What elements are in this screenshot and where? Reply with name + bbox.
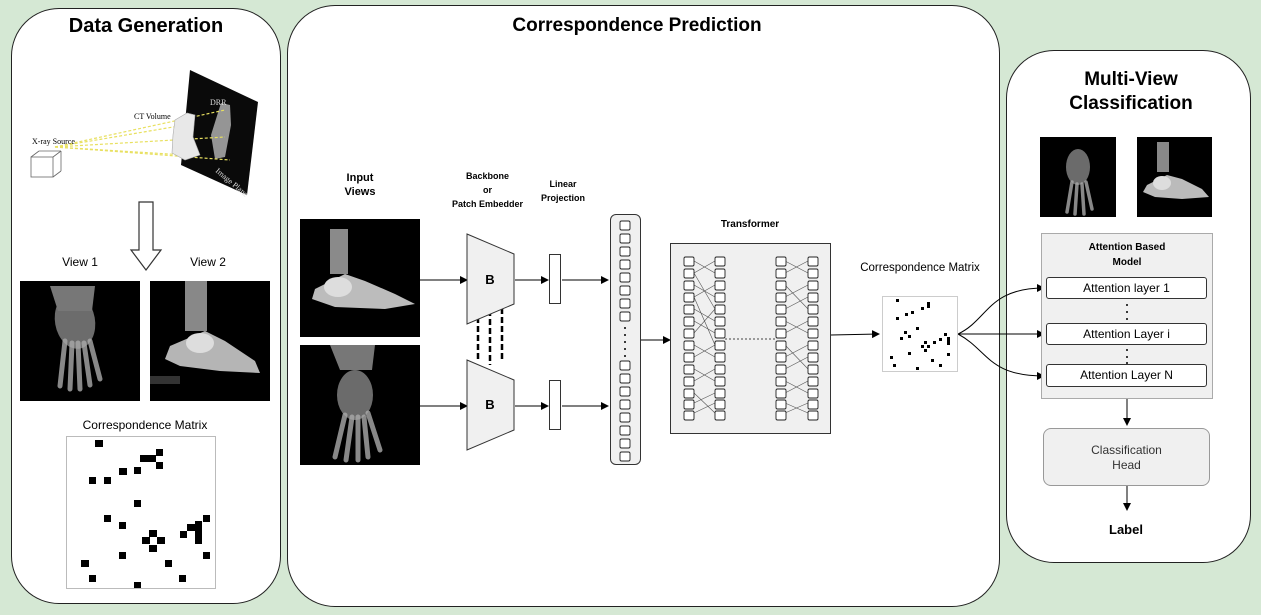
transformer-label: Transformer bbox=[720, 219, 780, 230]
small-matrix-cells bbox=[883, 297, 957, 371]
input-views-label-2: Views bbox=[344, 186, 376, 198]
correspondence-prediction-title: Correspondence Prediction bbox=[512, 15, 762, 36]
xray-source-label: X-ray Source bbox=[32, 137, 75, 146]
transformer-network bbox=[670, 243, 831, 434]
matrix-to-attention-arrows bbox=[958, 280, 1048, 390]
drr-label: DRR bbox=[210, 98, 227, 107]
classification-head-label-1: Classification bbox=[1091, 443, 1162, 457]
view1-xray-image bbox=[20, 281, 140, 401]
corr-matrix-label-left: Correspondence Matrix bbox=[82, 418, 208, 432]
attention-layer-1-label: Attention layer 1 bbox=[1083, 281, 1170, 295]
data-generation-title: Data Generation bbox=[68, 15, 224, 37]
linear-projection-bar-top bbox=[549, 254, 561, 304]
corr-matrix-label-middle: Correspondence Matrix bbox=[860, 262, 980, 274]
attention-layer-n-label: Attention Layer N bbox=[1080, 368, 1173, 382]
attention-layer-i-label: Attention Layer i bbox=[1083, 327, 1170, 341]
classification-head-label-2: Head bbox=[1112, 458, 1141, 472]
classification-head bbox=[1043, 428, 1210, 486]
attention-layer-n bbox=[1046, 364, 1207, 387]
token-boxes bbox=[610, 214, 641, 465]
layer-ellipsis-2 bbox=[1124, 346, 1130, 366]
correspondence-matrix-large bbox=[66, 436, 216, 589]
head-to-label-arrow bbox=[1121, 486, 1133, 514]
multi-view-title-2: Classification bbox=[1069, 93, 1193, 114]
view2-label: View 2 bbox=[190, 255, 226, 269]
ct-volume-label: CT Volume bbox=[134, 112, 171, 121]
mv-lateral-image bbox=[1137, 137, 1212, 217]
transformer-to-matrix-arrow bbox=[831, 328, 883, 342]
layer-ellipsis-1 bbox=[1124, 301, 1130, 323]
model-to-head-arrow bbox=[1121, 399, 1133, 429]
backbone-label-2: or bbox=[483, 185, 492, 195]
view2-xray-image bbox=[150, 281, 270, 401]
xray-source-cube bbox=[31, 151, 61, 177]
down-arrow-icon bbox=[128, 200, 164, 272]
backbone-block-bottom-label: B bbox=[485, 397, 495, 412]
backbone-label-3: Patch Embedder bbox=[451, 199, 524, 209]
view1-label: View 1 bbox=[62, 255, 98, 269]
input-view-lateral-image bbox=[300, 219, 420, 337]
attention-model-title-1: Attention Based bbox=[1088, 242, 1166, 253]
linear-projection-label-1: Linear bbox=[549, 179, 577, 189]
attention-model-title-2: Model bbox=[1112, 257, 1142, 268]
matrix-cells bbox=[67, 437, 215, 588]
input-views-label-1: Input bbox=[346, 172, 374, 184]
input-view-ap-image bbox=[300, 345, 420, 465]
attention-layer-i bbox=[1046, 323, 1207, 345]
backbone-label-1: Backbone bbox=[465, 171, 509, 181]
mv-ap-image bbox=[1040, 137, 1116, 217]
image-plane-label: Image Plane bbox=[213, 166, 251, 199]
linear-projection-bar-bottom bbox=[549, 380, 561, 430]
linear-projection-label-2: Projection bbox=[540, 193, 585, 203]
correspondence-matrix-small bbox=[882, 296, 958, 372]
output-label: Label bbox=[1109, 522, 1143, 537]
attention-layer-1 bbox=[1046, 277, 1207, 299]
pipeline-connectors bbox=[420, 210, 680, 470]
backbone-block-top-label: B bbox=[485, 272, 495, 287]
multi-view-title-1: Multi-View bbox=[1084, 69, 1178, 90]
